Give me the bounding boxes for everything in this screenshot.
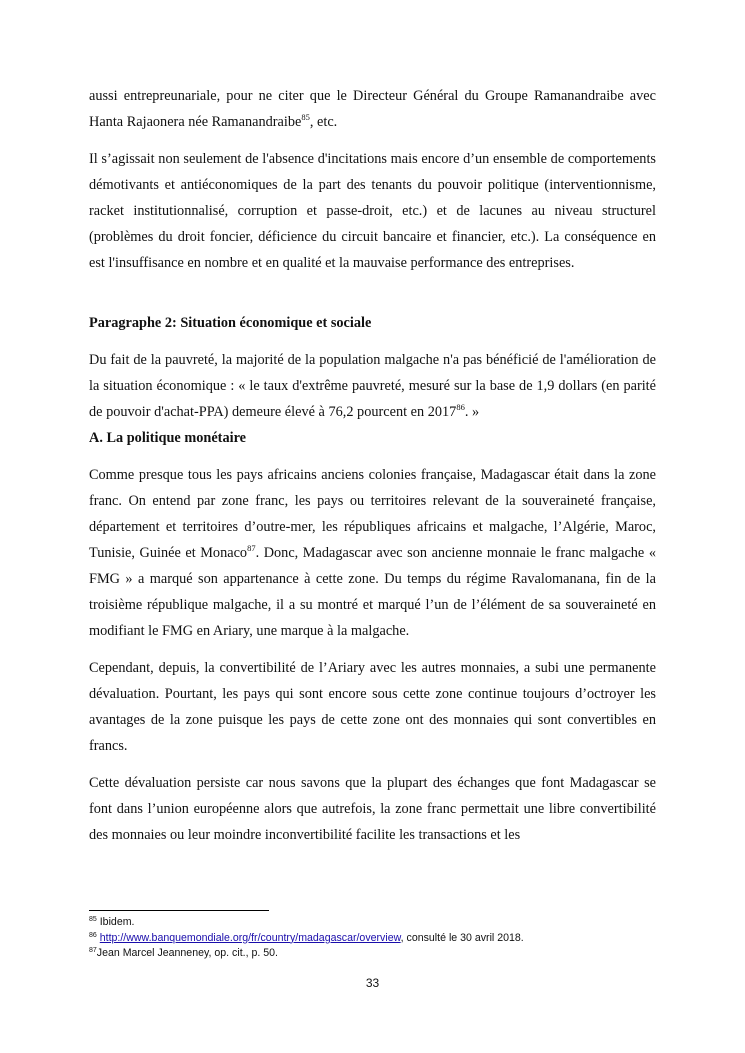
footnote-divider bbox=[89, 910, 269, 911]
footnote-ref-87[interactable]: 87 bbox=[247, 543, 256, 553]
paragraph-3: Du fait de la pauvreté, la majorité de la population malgache n'a pas bénéficié de l'amélioration de la situation économique : « le taux d'extrême pauvreté, mesuré sur la base de 1,9 dollars (en parité de pouvoir d'achat-PPA) demeure élevé à 76,2 pourcent en 2017$^{86}$. » bbox=[89, 352, 656, 420]
footnotes bbox=[89, 915, 689, 962]
body-text bbox=[89, 83, 656, 859]
footnote-link[interactable]: http://www.banquemondiale.org/fr/country/madagascar/overview bbox=[99, 931, 401, 944]
footnote-86: $^{86}$ http://www.banquemondiale.org/fr/country/madagascar/overview, consulté le 30 avril 2018. bbox=[89, 931, 524, 944]
paragraph-6: Cette dévaluation persiste car nous savons que la plupart des échanges que font Madagascar se font dans l’union européenne alors que autrefois, la zone franc permettait une libre convertibilité des monnaies ou leur moindre inconvertibilité facilite les transactions et les bbox=[89, 775, 656, 843]
footnote-87: $^{87}$Jean Marcel Jeanneney, op. cit., p. 50. bbox=[89, 947, 278, 959]
paragraph-2: Il s’agissait non seulement de l'absence d'incitations mais encore d’un ensemble de comportements démotivants et antiéconomiques de la part des tenants du pouvoir politique (interventionnisme, racket institutionnalisé, corruption et passe-droit, etc.) et de lacunes au niveau structurel (problèmes du droit foncier, déficience du circuit bancaire et financier, etc.). La conséquence en est l'insuffisance en nombre et en qualité et la mauvaise performance des entreprises. bbox=[89, 151, 656, 271]
section-heading: Paragraphe 2: Situation économique et sociale bbox=[89, 315, 372, 331]
footnote-ref-85[interactable]: 85 bbox=[301, 112, 310, 122]
footnote-ref-86[interactable]: 86 bbox=[456, 402, 465, 412]
paragraph-5: Cependant, depuis, la convertibilité de l’Ariary avec les autres monnaies, a subi une permanente dévaluation. Pourtant, les pays qui sont encore sous cette zone continue toujours d’octroyer les avantages de la zone puisque les pays de cette zone ont des monnaies qui sont convertibles en francs. bbox=[89, 660, 656, 754]
paragraph-4: Comme presque tous les pays africains anciens colonies française, Madagascar était dans la zone franc. On entend par zone franc, les pays ou territoires relevant de la souveraineté française, département et territoires d’outre-mer, les républiques africains et malgache, l’Algérie, Maroc, Tunisie, Guinée et Monaco$^{87}$. Donc, Madagascar avec son ancienne monnaie le franc malgache « FMG » a marqué son appartenance à cette zone. Du temps du régime Ravalomanana, fin de la troisième république malgache, il a su montré et marqué l’un de l’élément de sa souveraineté en modifiant le FMG en Ariary, une marque à la malgache. bbox=[89, 467, 656, 639]
paragraph-1: aussi entrepreunariale, pour ne citer que le Directeur Général du Groupe Ramanandraibe avec Hanta Rajaonera née Ramanandraibe$^{85}$, etc. bbox=[89, 88, 656, 130]
subsection-heading: A. La politique monétaire bbox=[89, 430, 247, 446]
footnote-85: $^{85}$ Ibidem. bbox=[89, 916, 135, 928]
page-number: 33 bbox=[365, 976, 380, 990]
